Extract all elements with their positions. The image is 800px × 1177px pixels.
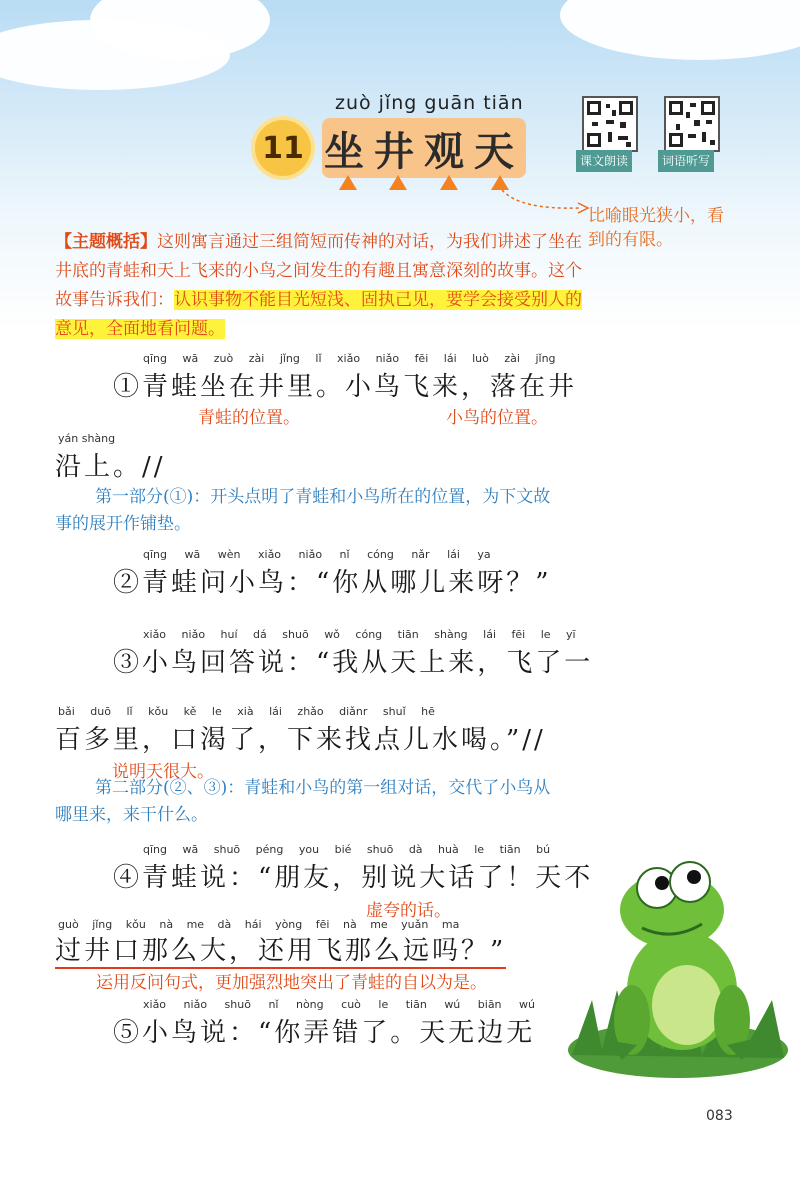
paragraph-2: ②青蛙问小鸟：“你从哪儿来呀？” bbox=[113, 568, 552, 598]
qr-label-dictation[interactable]: 词语听写 bbox=[658, 150, 714, 172]
pinyin-row: yán shàng bbox=[58, 432, 116, 445]
pinyin-row: xiǎo niǎo huí dá shuō wǒ cóng tiān shàng lái fēi le yī bbox=[143, 628, 576, 641]
frog-illustration bbox=[562, 850, 794, 1080]
note-sky-large: 说明天很大。 bbox=[112, 762, 214, 782]
summary-highlight: 认识事物不能目光短浅、固执己见，要学会接受别人的意见，全面地看问题。 bbox=[55, 290, 582, 339]
note-rhetorical-question: 运用反问句式，更加强烈地突出了青蛙的自以为是。 bbox=[96, 973, 487, 993]
pinyin-row: xiǎo niǎo shuō nǐ nòng cuò le tiān wú biān wú bbox=[143, 998, 536, 1011]
part-two-note: 第二部分(②、③)：青蛙和小鸟的第一组对话，交代了小鸟从哪里来，来干什么。 bbox=[55, 778, 551, 825]
triangle-marker-icon bbox=[440, 175, 458, 190]
title-note: 比喻眼光狭小，看到的有限。 bbox=[588, 206, 724, 250]
pinyin-row: qīng wā wèn xiǎo niǎo nǐ cóng nǎr lái ya bbox=[143, 548, 491, 561]
title-pinyin: zuò jǐng guān tiān bbox=[335, 92, 524, 114]
lesson-number-badge: 11 bbox=[255, 120, 311, 176]
pinyin-row: qīng wā zuò zài jǐng lǐ xiǎo niǎo fēi lái luò zài jǐng bbox=[143, 352, 556, 365]
triangle-marker-icon bbox=[389, 175, 407, 190]
paragraph-1-line-1: ①青蛙坐在井里。小鸟飞来，落在井 bbox=[113, 372, 578, 402]
qr-code-icon[interactable] bbox=[664, 96, 720, 152]
qr-label-reading[interactable]: 课文朗读 bbox=[576, 150, 632, 172]
note-frog-position: 青蛙的位置。 bbox=[198, 408, 300, 428]
paragraph-3-line-1: ③小鸟回答说：“我从天上来，飞了一 bbox=[113, 648, 594, 678]
page-title: 坐井观天 bbox=[322, 118, 526, 178]
summary-text: 这则寓言通过三组简短而传神的对话，为我们讲述了坐在井底的青蛙和天上飞来的小鸟之间发生的有趣且寓意深刻的故事。这个故事告诉我们： bbox=[55, 232, 582, 310]
pinyin-row: guò jǐng kǒu nà me dà hái yòng fēi nà me yuǎn ma bbox=[58, 918, 460, 931]
paragraph-1-line-2: 沿上。// bbox=[55, 452, 166, 482]
qr-code-icon[interactable] bbox=[582, 96, 638, 152]
paragraph-3-line-2: 百多里，口渴了，下来找点儿水喝。”// bbox=[55, 725, 546, 755]
part-one-note: 第一部分(①)：开头点明了青蛙和小鸟所在的位置，为下文故事的展开作铺垫。 bbox=[55, 487, 551, 534]
theme-summary bbox=[55, 228, 585, 344]
dashed-arrow-icon bbox=[500, 188, 600, 218]
paragraph-5: ⑤小鸟说：“你弄错了。天无边无 bbox=[113, 1018, 536, 1048]
note-boast: 虚夸的话。 bbox=[366, 901, 451, 921]
paragraph-4-line-1: ④青蛙说：“朋友，别说大话了！天不 bbox=[113, 863, 594, 893]
paragraph-4-line-2: 过井口那么大，还用飞那么远吗？” bbox=[55, 930, 506, 969]
triangle-marker-icon bbox=[339, 175, 357, 190]
pinyin-row: bǎi duō lǐ kǒu kě le xià lái zhǎo diǎnr shuǐ hē bbox=[58, 705, 435, 718]
page-number: 083 bbox=[706, 1108, 733, 1124]
pinyin-row: qīng wā shuō péng you bié shuō dà huà le tiān bú bbox=[143, 843, 551, 856]
summary-label: 【主题概括】 bbox=[55, 232, 157, 252]
note-bird-position: 小鸟的位置。 bbox=[446, 408, 548, 428]
